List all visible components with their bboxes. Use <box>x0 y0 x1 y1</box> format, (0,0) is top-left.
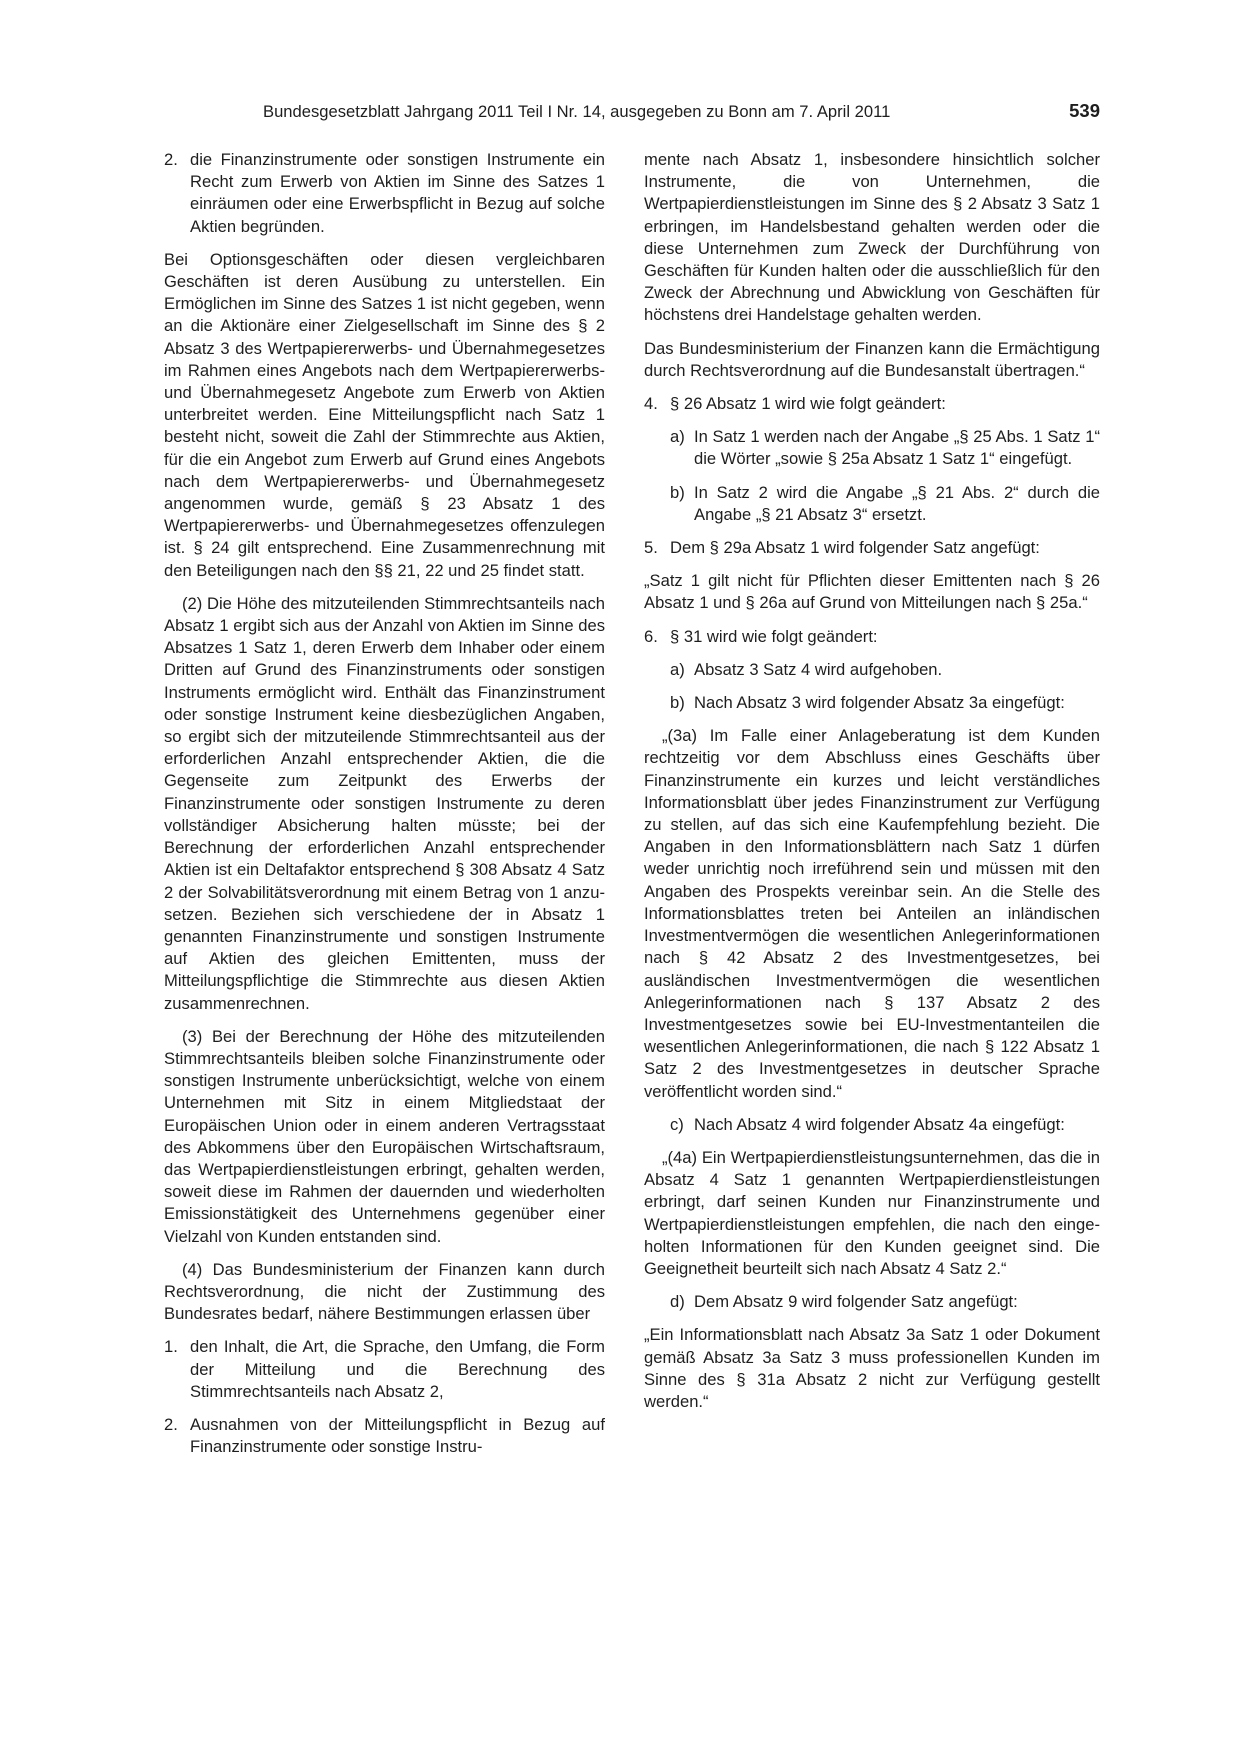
list-item <box>164 1336 605 1403</box>
sub-item-text: Absatz 3 Satz 4 wird aufgehoben. <box>694 659 943 679</box>
list-marker: 6. <box>644 626 658 646</box>
list-item-text: § 26 Absatz 1 wird wie folgt geändert: <box>670 394 946 414</box>
quoted-text: „Satz 1 gilt nicht für Pflichten dieser Emittenten nach § 26 Absatz 1 und § 26a auf Grund von Mitteilungen nach § 25a.“ <box>644 571 1100 613</box>
list-item <box>644 537 1100 559</box>
sub-item-text: In Satz 2 wird die Angabe „§ 21 Abs. 2“ durch die Angabe „§ 21 Absatz 3“ ersetzt. <box>694 482 1100 524</box>
quoted-text: „Ein Informationsblatt nach Absatz 3a Satz 1 oder Dokument gemäß Absatz 3a Satz 3 muss professionellen Kunden im Sinne des § 31a Absatz 2 nicht zur Verfügung gestellt werden.“ <box>644 1325 1100 1411</box>
sub-marker: b) <box>670 693 685 713</box>
paragraph-absatz-3: (3) Bei der Berechnung der Höhe des mitzuteilenden Stimmrechtsanteils bleiben solche Finanzinstrumente oder sonstigen Instrumente unberücksichtigt, welche von einem Unternehmen mit Sitz in einem Mitgliedstaat der Europäischen Union oder in einem anderen Vertragsstaat des Abkommens über den Europäischen Wirtschaftsraum, das Wertpapierdienstleistungen erbringt, gehalten werden, soweit diese im Rahmen der dauernden und wiederholten Emissionstätigkeit des Unternehmens gegenüber einer Vielzahl von Kunden entstanden sind. <box>164 1026 605 1246</box>
list-item-text: Dem § 29a Absatz 1 wird folgender Satz angefügt: <box>670 538 1040 558</box>
sub-item <box>670 1291 1100 1313</box>
continued-text: mente nach Absatz 1, insbesondere hinsichtlich solcher Instrumente, die von Unternehmen, die Wertpapierdienstleistungen im Sinne des § 2 Absatz 3 Satz 1 erbringen, im Handelsbestand gehalten werden oder die diese Unternehmen zum Zweck der Durchführung von Geschäften für Kunden halten oder die ausschließlich für den Zweck der Abrechnung und Abwicklung von Geschäften für höchstens drei Handelstage gehalten werden. <box>644 150 1100 325</box>
sub-marker: a) <box>670 427 685 447</box>
sub-marker: a) <box>670 659 685 679</box>
page-number: 539 <box>1069 100 1100 121</box>
sub-item <box>670 1114 1100 1136</box>
sub-marker: b) <box>670 482 685 502</box>
right-column <box>644 149 1100 1424</box>
quoted-text: „(4a) Ein Wertpapierdienstleistungsunternehmen, das die in Absatz 4 Satz 1 genannten Wertpapierdienstleistungen erbringt, darf seinen Kunden nur Finanzinstrumente und Wertpapierdienstleistungen empfehlen, die nach den eingeholten Informationen für den Kunden geeignet sind. Die Geeignetheit beurteilt sich nach Absatz 4 Satz 2.“ <box>644 1147 1100 1278</box>
paragraph: Das Bundesministerium der Finanzen kann die Ermächtigung durch Rechtsverordnung auf die Bundesanstalt übertragen.“ <box>644 338 1100 380</box>
list-item-text: § 31 wird wie folgt geändert: <box>670 626 878 646</box>
list-item <box>164 149 605 238</box>
paragraph-absatz-2: (2) Die Höhe des mitzuteilenden Stimmrechtsanteils nach Absatz 1 ergibt sich aus der Anzahl von Aktien im Sinne des Absatzes 1 Satz 1, deren Erwerb dem Inhaber oder einem Dritten auf Grund des Finanzinstruments oder sonstigen Instruments ermöglicht wird. Enthält das Finanzinstrument oder sonstige Instrument keine diesbezüglichen Angaben, so ergibt sich der mitzuteilende Stimmrechtsanteil aus der erforderlichen Anzahl entsprechender Aktien, die die Gegenseite zum Zeitpunkt des Erwerbs der Finanzinstrumente oder sonstigen Instrumente zu deren vollständiger Absicherung halten müsste; bei der Berechnung der erforderlichen Anzahl entsprechender Aktien ist ein Deltafaktor entsprechend § 308 Absatz 4 Satz 2 der Solvabilitätsverordnung mit einem Betrag von 1 anzusetzen. Beziehen sich verschiedene der in Absatz 1 genannten Finanzinstrumente und sonstigen Instrumente auf Aktien des gleichen Emittenten, muss der Mitteilungspflichtige die Stimmrechte aus diesen Aktien zusammenrechnen. <box>164 593 605 1013</box>
sub-item-text: Nach Absatz 3 wird folgender Absatz 3a eingefügt: <box>694 693 1065 713</box>
sub-item-text: Nach Absatz 4 wird folgender Absatz 4a eingefügt: <box>694 1114 1065 1134</box>
sub-item-text: Dem Absatz 9 wird folgender Satz angefügt: <box>694 1292 1018 1312</box>
left-column <box>164 149 605 1469</box>
list-marker: 1. <box>164 1337 178 1357</box>
header-title: Bundesgesetzblatt Jahrgang 2011 Teil I Nr. 14, ausgegeben zu Bonn am 7. April 2011 <box>263 102 891 121</box>
sub-item-text: In Satz 1 werden nach der Angabe „§ 25 Abs. 1 Satz 1“ die Wörter „sowie § 25a Absatz 1 Satz 1“ eingefügt. <box>694 427 1100 469</box>
quoted-text: „(3a) Im Falle einer Anlageberatung ist dem Kunden rechtzeitig vor dem Abschluss eines Geschäfts über Finanzinstrumente ein kurzes und leicht verständliches Informationsblatt über jedes Finanzinstrument zur Verfügung zu stellen, auf das sich eine Kaufempfehlung bezieht. Die Angaben in den Informationsblättern nach Satz 1 dürfen weder unrichtig noch irreführend sein und müssen mit den Angaben des Prospekts vereinbar sein. An die Stelle des Informationsblattes treten bei Anteilen an inländischen Investmentvermögen die wesentlichen Anlegerinformationen nach § 42 Absatz 2 des Investmentgesetzes, bei ausländischen Investmentvermögen die wesentlichen Anlegerinformationen nach § 137 Absatz 2 des Investmentgesetzes sowie bei EU-Investmentanteilen die wesentlichen Anlegerinformationen, die nach § 122 Absatz 1 Satz 2 des Investmentgesetzes in deutscher Sprache veröffentlicht worden sind.“ <box>644 726 1100 1101</box>
sub-marker: d) <box>670 1292 685 1312</box>
list-item-text: den Inhalt, die Art, die Sprache, den Umfang, die Form der Mitteilung und die Berechnung des Stimmrechtsanteils nach Absatz 2, <box>190 1337 605 1401</box>
list-item-text: die Finanzinstrumente oder sonstigen Instrumente ein Recht zum Erwerb von Aktien im Sinne des Satzes 1 einräumen oder eine Erwerbspflicht in Bezug auf solche Aktien begründen. <box>190 150 605 236</box>
list-marker: 2. <box>164 1414 178 1434</box>
paragraph: Bei Optionsgeschäften oder diesen vergleichbaren Geschäften ist deren Ausübung zu unterstellen. Ein Ermöglichen im Sinne des Satzes 1 ist nicht gegeben, wenn an die Aktionäre einer Zielgesellschaft im Sinne des § 2 Absatz 3 des Wertpapiererwerbs- und Übernahmegesetzes im Rahmen eines Angebots nach dem Wertpapiererwerbs- und Übernahmegesetz Angebote zum Erwerb von Aktien unterbreitet werden. Eine Mitteilungspflicht nach Satz 1 besteht nicht, soweit die Zahl der Stimmrechte aus Aktien, für die ein Angebot zum Erwerb auf Grund eines Angebots nach dem Wertpapiererwerbs- und Übernahmegesetz angenommen wurde, gemäß § 23 Absatz 1 des Wertpapiererwerbs- und Übernahmegesetzes offenzulegen ist. § 24 gilt entsprechend. Eine Zusammenrechnung mit den Beteiligungen nach den §§ 21, 22 und 25 findet statt. <box>164 249 605 580</box>
sub-item <box>670 482 1100 526</box>
sub-item <box>670 659 1100 681</box>
list-item <box>644 626 1100 648</box>
sub-item <box>670 426 1100 470</box>
paragraph-absatz-4: (4) Das Bundesministerium der Finanzen kann durch Rechtsverordnung, die nicht der Zustimmung des Bundesrates bedarf, nähere Bestimmungen erlassen über <box>164 1259 605 1324</box>
sub-marker: c) <box>670 1114 684 1134</box>
page-header <box>263 100 1100 128</box>
list-marker: 4. <box>644 394 658 414</box>
list-item <box>644 393 1100 415</box>
list-item-text: Ausnahmen von der Mitteilungspflicht in Bezug auf Finanzinstrumente oder sonstige Instru- <box>190 1414 605 1457</box>
list-item <box>164 1414 605 1458</box>
sub-item <box>670 692 1100 714</box>
list-marker: 2. <box>164 150 178 169</box>
list-marker: 5. <box>644 538 658 558</box>
